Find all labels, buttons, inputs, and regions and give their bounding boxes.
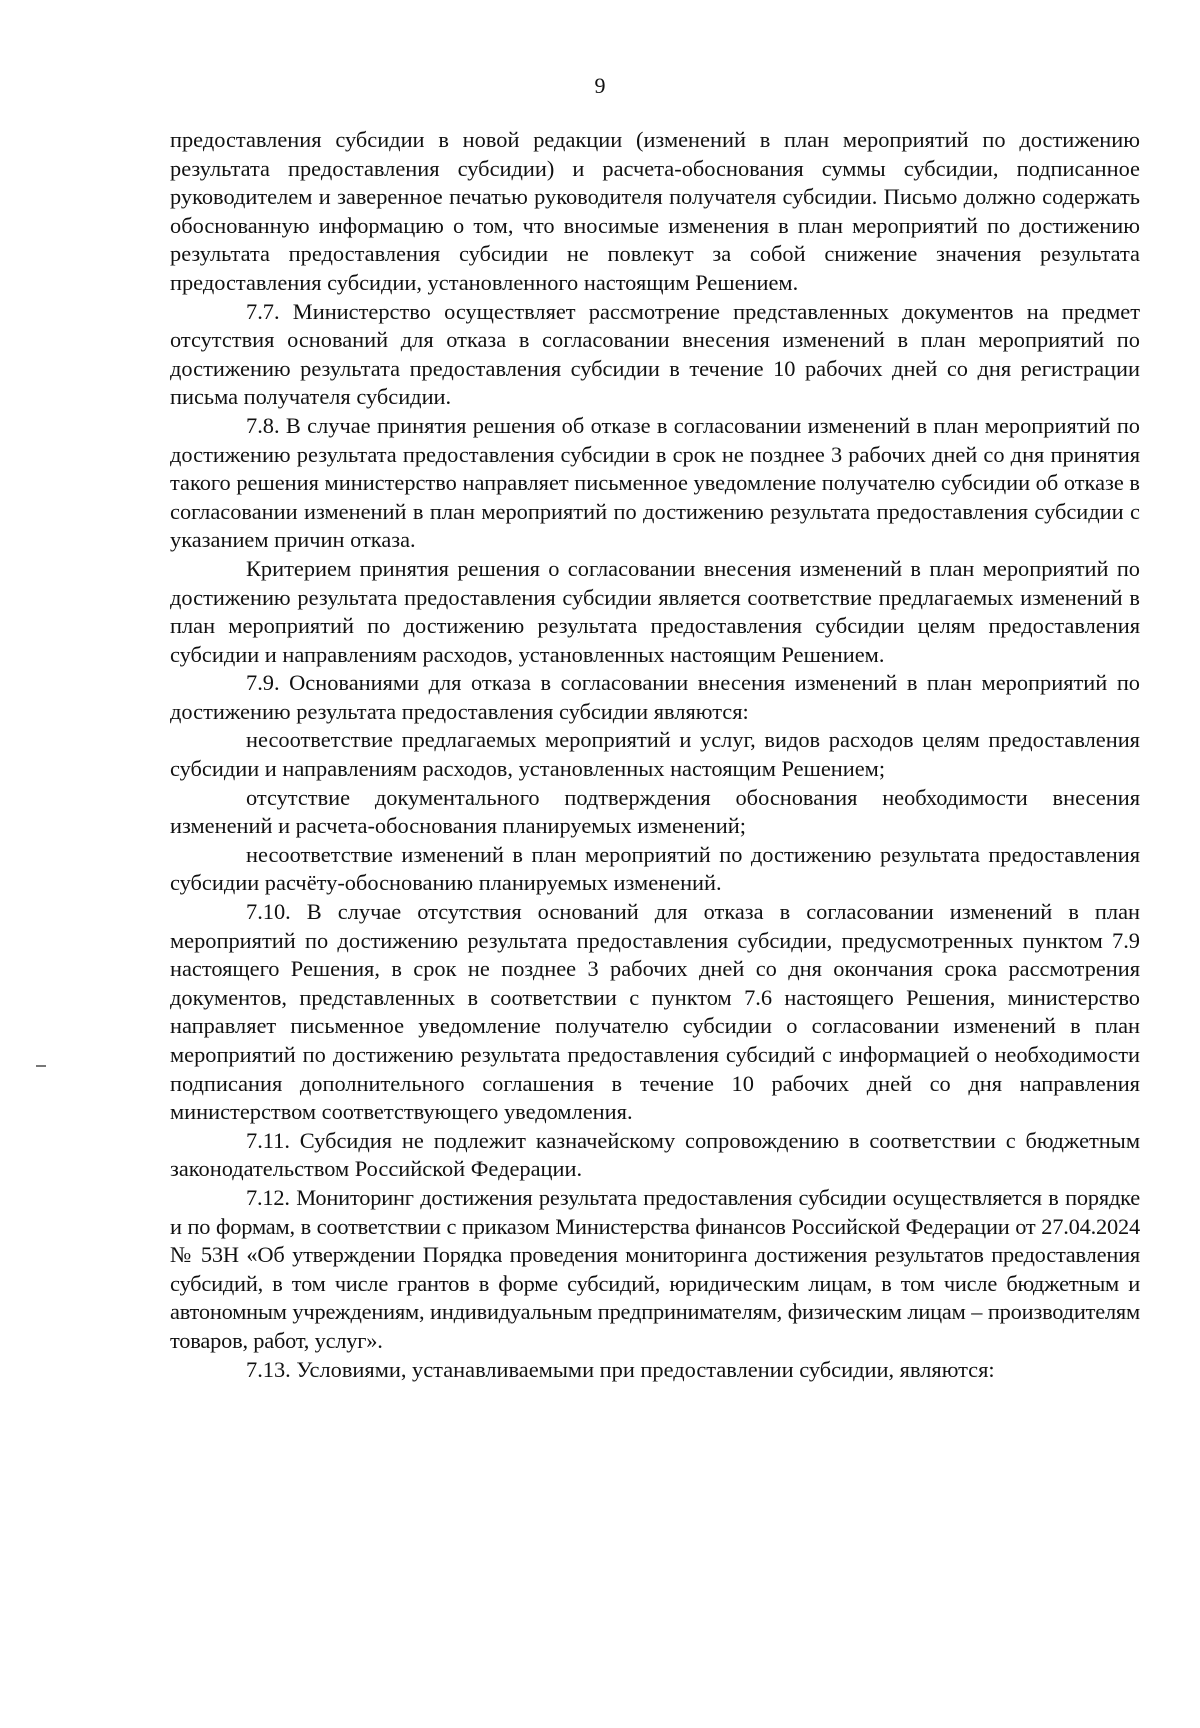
paragraph-7-12: 7.12. Мониторинг достижения результата предоставления субсидии осуществляется в порядке и по формам, в соответствии с приказом Министерства финансов Российской Федерации от 27.04.2024 № 53Н «Об утверждении Порядка проведения мониторинга достижения результатов предоставления субсидий, в том числе грантов в форме субсидий, юридическим лицам, в том числе бюджетным и автономным учреждениям, индивидуальным предпринимателям, физическим лицам – производителям товаров, работ, услуг». <box>170 1184 1140 1353</box>
margin-mark <box>36 1065 46 1067</box>
list-item-calculation-mismatch: несоответствие изменений в план мероприятий по достижению результата предоставления субсидии расчёту-обоснованию планируемых изменений. <box>170 841 1140 896</box>
paragraph-continuation: предоставления субсидии в новой редакции (изменений в план мероприятий по достижению результата предоставления субсидии) и расчета-обоснования суммы субсидии, подписанное руководителем и заверенное печатью руководителя получателя субсидии. Письмо должно содержать обоснованную информацию о том, что вносимые изменения в план мероприятий по достижению результата предоставления субсидии не повлекут за собой снижение значения результата предоставления субсидии, установленного настоящим Решением. <box>170 127 1140 295</box>
document-body <box>170 126 1140 1384</box>
paragraph-7-13: 7.13. Условиями, устанавливаемыми при предоставлении субсидии, являются: <box>246 1356 995 1382</box>
paragraph-7-8: 7.8. В случае принятия решения об отказе в согласовании изменений в план мероприятий по достижению результата предоставления субсидии в срок не позднее 3 рабочих дней со дня принятия такого решения министерство направляет письменное уведомление получателю субсидии об отказе в согласовании изменений в план мероприятий по достижению результата предоставления субсидии с указанием причин отказа. <box>170 412 1140 553</box>
list-item-no-confirmation: отсутствие документального подтверждения обоснования необходимости внесения изменений и расчета-обоснования планируемых изменений; <box>170 784 1140 839</box>
page-number: 9 <box>594 73 606 98</box>
paragraph-7-9: 7.9. Основаниями для отказа в согласовании внесения изменений в план мероприятий по достижению результата предоставления субсидии являются: <box>170 670 1140 724</box>
paragraph-criterion: Критерием принятия решения о согласовании внесения изменений в план мероприятий по достижению результата предоставления субсидии является соответствие предлагаемых изменений в план мероприятий по достижению результата предоставления субсидии целям предоставления субсидии и направлениям расходов, установленных настоящим Решением. <box>170 555 1140 667</box>
paragraph-7-10: 7.10. В случае отсутствия оснований для отказа в согласовании изменений в план мероприятий по достижению результата предоставления субсидии, предусмотренных пунктом 7.9 настоящего Решения, в срок не позднее 3 рабочих дней со дня окончания срока рассмотрения документов, представленных в соответствии с пунктом 7.6 настоящего Решения, министерство направляет письменное уведомление получателю субсидии о согласовании изменений в план мероприятий по достижению результата предоставления субсидий с информацией о необходимости подписания дополнительного соглашения в течение 10 рабочих дней со дня направления министерством соответствующего уведомления. <box>170 899 1140 1125</box>
paragraph-7-11: 7.11. Субсидия не подлежит казначейскому сопровождению в соответствии с бюджетным законодательством Российской Федерации. <box>170 1127 1140 1182</box>
paragraph-7-7: 7.7. Министерство осуществляет рассмотрение представленных документов на предмет отсутствия оснований для отказа в согласовании внесения изменений в план мероприятий по достижению результата предоставления субсидии в течение 10 рабочих дней со дня регистрации письма получателя субсидии. <box>170 298 1140 410</box>
list-item-mismatch: несоответствие предлагаемых мероприятий и услуг, видов расходов целям предоставления субсидии и направлениям расходов, установленных настоящим Решением; <box>170 727 1140 782</box>
